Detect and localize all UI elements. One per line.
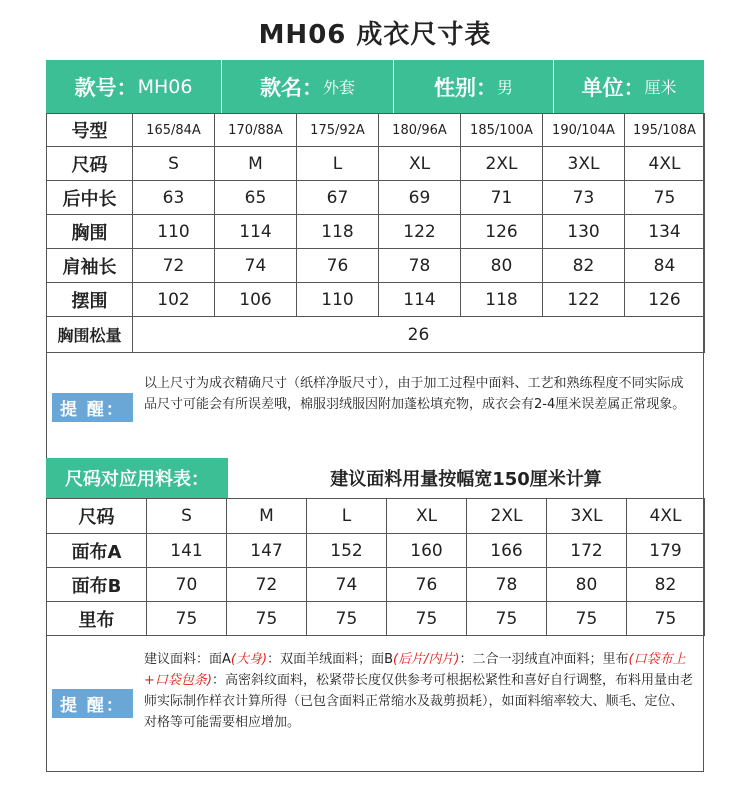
table-cell: 75: [547, 602, 627, 636]
table-cell: 80: [461, 249, 543, 283]
table-cell: 4XL: [625, 147, 705, 181]
table-cell: 172: [547, 534, 627, 568]
table-cell: 152: [307, 534, 387, 568]
table-cell: 195/108A: [625, 114, 705, 147]
fabric-table-heading: 尺码对应用料表：: [46, 458, 228, 498]
table-cell: 3XL: [547, 499, 627, 534]
table-cell: 102: [133, 283, 215, 317]
table-row: [47, 499, 705, 534]
fabric-reminder-text: [144, 649, 696, 733]
gender-label: 性别：: [433, 75, 497, 100]
table-cell: 76: [297, 249, 379, 283]
table-cell: XL: [387, 499, 467, 534]
table-cell: 179: [627, 534, 705, 568]
table-cell: 75: [627, 602, 705, 636]
table-cell: 69: [379, 181, 461, 215]
fabric-note-emphasis: (口袋布上+口袋包条): [144, 652, 686, 688]
table-row: [47, 283, 705, 317]
table-cell: XL: [379, 147, 461, 181]
table-cell: 2XL: [461, 147, 543, 181]
table-cell: 82: [543, 249, 625, 283]
row-label: 面布B: [47, 568, 147, 602]
row-label: 胸围: [47, 215, 133, 249]
unit-cell: [554, 60, 704, 113]
table-cell: 84: [625, 249, 705, 283]
unit-value: 厘米: [644, 78, 677, 97]
ease-label: 胸围松量: [47, 317, 133, 353]
table-cell: 75: [467, 602, 547, 636]
table-cell: 180/96A: [379, 114, 461, 147]
table-cell: 75: [227, 602, 307, 636]
table-cell: 190/104A: [543, 114, 625, 147]
table-row: [47, 568, 705, 602]
style-name-value: 外套: [322, 78, 355, 97]
table-cell: 110: [133, 215, 215, 249]
row-label: 号型: [47, 114, 133, 147]
table-cell: 147: [227, 534, 307, 568]
table-cell: S: [133, 147, 215, 181]
table-cell: 70: [147, 568, 227, 602]
table-cell: 185/100A: [461, 114, 543, 147]
style-number-cell: [46, 60, 222, 113]
table-row: [47, 317, 705, 353]
reminder-text: 以上尺寸为成衣精确尺寸（纸样净版尺寸），由于加工过程中面料、工艺和熟练程度不同实际成品尺寸可能会有所误差哦，棉服羽绒服因附加蓬松填充物，成衣会有2-4厘米误差属正常现象。: [144, 376, 686, 412]
style-name-label: 款名：: [259, 75, 323, 100]
table-cell: 63: [133, 181, 215, 215]
table-cell: 110: [297, 283, 379, 317]
table-cell: 71: [461, 181, 543, 215]
table-row: [47, 249, 705, 283]
table-cell: 78: [379, 249, 461, 283]
table-cell: 72: [227, 568, 307, 602]
ease-value: 26: [133, 317, 705, 353]
reminder-box: [46, 353, 704, 458]
row-label: 面布A: [47, 534, 147, 568]
fabric-note-emphasis: (大身): [230, 652, 268, 667]
row-label: 里布: [47, 602, 147, 636]
table-cell: 78: [467, 568, 547, 602]
table-cell: 65: [215, 181, 297, 215]
table-cell: 170/88A: [215, 114, 297, 147]
table-cell: 165/84A: [133, 114, 215, 147]
table-cell: 114: [215, 215, 297, 249]
fabric-table: [46, 498, 705, 636]
style-number-label: 款号：: [74, 75, 138, 100]
unit-label: 单位：: [581, 75, 645, 100]
table-cell: 134: [625, 215, 705, 249]
table-cell: 74: [215, 249, 297, 283]
table-cell: 106: [215, 283, 297, 317]
table-cell: 114: [379, 283, 461, 317]
fabric-note-part: ：高密斜纹面料，松紧带长度仅供参考可根据松紧性和喜好自行调整，布料用量由老师实际制作样衣计算所得（已包含面料正常缩水及裁剪损耗），如面料缩率较大、顺毛、定位、对格等可能需要相应增加。: [144, 673, 693, 730]
table-cell: 166: [467, 534, 547, 568]
table-cell: L: [307, 499, 387, 534]
fabric-note-part: 建议面料：面A: [144, 652, 231, 667]
fabric-reminder-badge: 提 醒：: [52, 689, 133, 718]
table-cell: 75: [307, 602, 387, 636]
table-cell: 130: [543, 215, 625, 249]
table-cell: 80: [547, 568, 627, 602]
fabric-reminder-box: [46, 635, 704, 772]
table-cell: 72: [133, 249, 215, 283]
reminder-badge: 提 醒：: [52, 393, 133, 422]
table-row: [47, 147, 705, 181]
table-cell: 2XL: [467, 499, 547, 534]
table-cell: 82: [627, 568, 705, 602]
table-cell: S: [147, 499, 227, 534]
size-table: [46, 113, 705, 353]
page-title: MH06 成衣尺寸表: [258, 20, 492, 50]
table-cell: 4XL: [627, 499, 705, 534]
table-row: [47, 534, 705, 568]
table-cell: 75: [147, 602, 227, 636]
table-cell: 126: [625, 283, 705, 317]
row-label: 后中长: [47, 181, 133, 215]
table-cell: 122: [543, 283, 625, 317]
table-cell: 74: [307, 568, 387, 602]
table-cell: M: [227, 499, 307, 534]
table-cell: 126: [461, 215, 543, 249]
row-label: 肩袖长: [47, 249, 133, 283]
style-number-value: MH06: [137, 75, 193, 98]
table-row: [47, 602, 705, 636]
table-cell: 76: [387, 568, 467, 602]
table-cell: 175/92A: [297, 114, 379, 147]
style-name-cell: [222, 60, 394, 113]
table-cell: 3XL: [543, 147, 625, 181]
table-cell: 141: [147, 534, 227, 568]
table-cell: 75: [625, 181, 705, 215]
row-label: 摆围: [47, 283, 133, 317]
table-cell: 73: [543, 181, 625, 215]
table-cell: 75: [387, 602, 467, 636]
table-row: [47, 215, 705, 249]
row-label: 尺码: [47, 147, 133, 181]
fabric-note-emphasis: (后片/内片): [392, 652, 460, 667]
table-cell: 118: [461, 283, 543, 317]
table-cell: 118: [297, 215, 379, 249]
row-label: 尺码: [47, 499, 147, 534]
table-cell: 160: [387, 534, 467, 568]
table-cell: M: [215, 147, 297, 181]
info-band: [46, 60, 704, 113]
table-row: [47, 181, 705, 215]
table-row: [47, 114, 705, 147]
table-cell: 67: [297, 181, 379, 215]
gender-value: 男: [496, 78, 513, 97]
table-cell: L: [297, 147, 379, 181]
fabric-table-subtitle: 建议面料用量按幅宽150厘米计算: [330, 469, 602, 490]
gender-cell: [394, 60, 554, 113]
fabric-note-part: ：双面羊绒面料；面B: [267, 652, 393, 667]
fabric-note-part: ：二合一羽绒直冲面料；里布: [459, 652, 629, 667]
table-cell: 122: [379, 215, 461, 249]
